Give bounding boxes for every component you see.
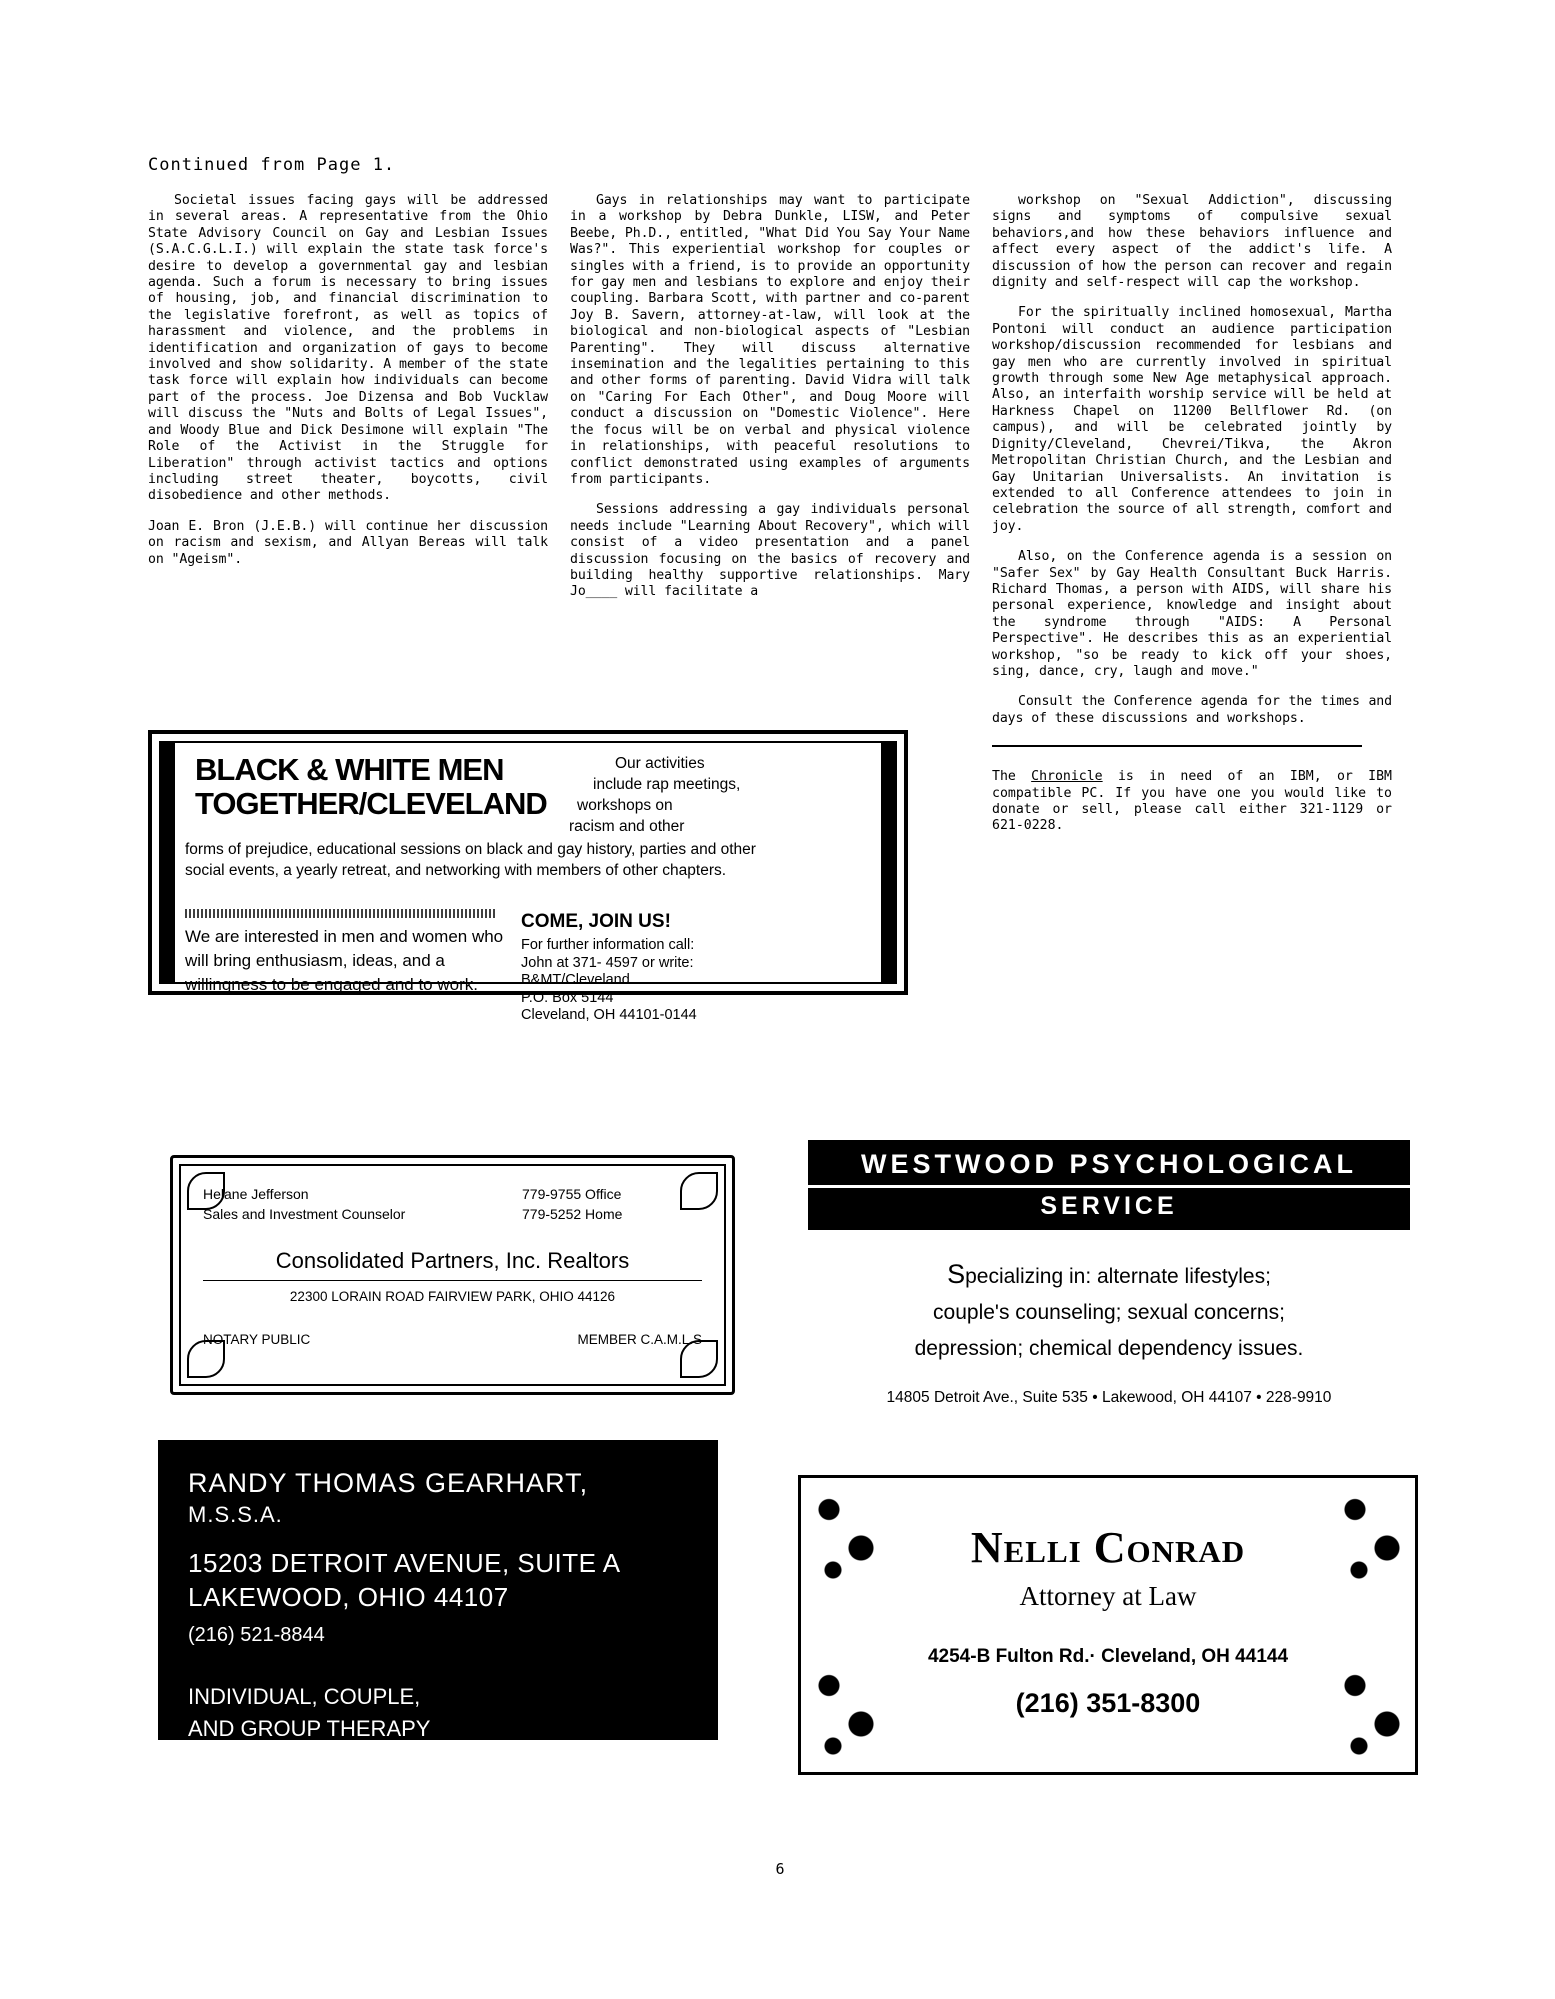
ad-black-and-white-men-together <box>148 730 908 1023</box>
paragraph: For the spiritually inclined homosexual, Martha Pontoni will conduct an audience participation workshop/discussion recommended for lesbians and gay men who are currently involved in spiritual growth through some New Age metaphysical approach. Also, an interfaith worship service will be held at Harkness Chapel on 11200 Bellflower Rd. (on campus), and will be celebrated jointly by Dignity/Cleveland, Chevrei/Tikva, the Akron Metropolitan Christian Church, and the Lesbian and Gay Unitarian Universalists. An invitation is extended to all Conference attendees to join in celebration the source of all strength, comfort and joy. <box>992 305 1392 534</box>
paragraph: Consult the Conference agenda for the times and days of these discussions and workshops. <box>992 694 1392 726</box>
ad-title-line-1: BLACK & WHITE MEN <box>195 752 504 787</box>
notice-before: The <box>992 769 1032 785</box>
chronicle-title: Chronicle <box>1031 769 1103 785</box>
ad-body-text: forms of prejudice, educational sessions on black and gay history, parties and other social events, a yearly retreat, and networking with members of other chapters. <box>185 841 756 879</box>
ad-inner-frame <box>159 741 897 1023</box>
ad-randy-thomas-gearhart <box>158 1440 718 1740</box>
service-line-3: depression; chemical dependency issues. <box>914 1337 1304 1360</box>
company-name: Consolidated Partners, Inc. Realtors <box>203 1248 702 1281</box>
notice-after: is in need of an IBM, or IBM compatible PC. If you have one you would like to donate or sell, please call either 321-1129 or 621-0228. <box>992 769 1392 834</box>
contact-line-5: Cleveland, OH 44101-0144 <box>521 1007 697 1023</box>
notary-label: NOTARY PUBLIC <box>203 1332 311 1347</box>
member-label: MEMBER C.A.M.L.S <box>577 1332 702 1347</box>
paragraph: Joan E. Bron (J.E.B.) will continue her discussion on racism and sexism, and Allyan Bereas will talk on "Ageism". <box>148 518 548 567</box>
paragraph: Societal issues facing gays will be addressed in several areas. A representative from the Ohio State Advisory Council on Gay and Lesbian Issues (S.A.C.G.L.I.) will explain the state task force's desire to develop a governmental gay and lesbian agenda. Such a forum is necessary to bring issues of housing, job, and financial discrimination to the legislative forefront, as well as topics of harassment and violence, and the problems in identification and organization of gays to become involved and show solidarity. A member of the state task force will explain how individuals can become part of the process. Joe Dizensa and Bob Vucklaw will discuss the "Nuts and Bolts of Legal Issues", and Woody Blue and Dick Desimone will explain "The Role of the Activist in the Struggle for Liberation" through activist tactics and options including street theater, boycotts, civil disobedience and other methods. <box>148 193 548 504</box>
decorative-bar-left <box>161 743 175 982</box>
column-2 <box>570 193 970 615</box>
ad-title <box>195 753 575 821</box>
therapist-name: RANDY THOMAS GEARHART, <box>188 1468 589 1498</box>
paragraph: Gays in relationships may want to participate in a workshop by Debra Dunkle, LISW, and Peter Beebe, Ph.D., entitled, "What Did You Say Your Name Was?". This experiential workshop for couples or singles with a friend, is to provide an opportunity for gay men and lesbians to explore and enjoy their coupling. Barbara Scott, with partner and co-parent Joy B. Savern, attorney-at-law, will look at the biological and non-biological aspects of "Lesbian Parenting". They will discuss alternative insemination and the legalities pertaining to this and other forms of parenting. David Vidra will talk on "Caring For Each Other", and Doug Moore will conduct a discussion on "Domestic Violence". Here the focus will be on verbal and physical violence in relationships, with peaceful resolutions to conflict demonstrated using examples of arguments from participants. <box>570 193 970 487</box>
contact-line-4: P.O. Box 5144 <box>521 989 614 1006</box>
agent-info <box>203 1184 503 1224</box>
continued-note: Continued from Page 1. <box>148 155 396 175</box>
column-1 <box>148 193 548 582</box>
floral-ornament-icon <box>805 1482 885 1592</box>
company-credentials <box>203 1332 702 1347</box>
paragraph: Also, on the Conference agenda is a session on "Safer Sex" by Gay Health Consultant Buck Harris. Richard Thomas, a person with AIDS, will share his personal experience, knowledge and insight about the syndrome through "AIDS: A Personal Perspective". He describes this as an experiential workshop, "so be ready to kick off your shoes, sing, dance, cry, laugh and move." <box>992 549 1392 679</box>
agent-role: Sales and Investment Counselor <box>203 1206 406 1222</box>
service-line-1 <box>808 1256 1410 1295</box>
therapist-credentials: M.S.S.A. <box>188 1502 283 1527</box>
contact-line-2: John at 371- 4597 or write: <box>521 954 694 971</box>
address-line-2: LAKEWOOD, OHIO 44107 <box>188 1582 509 1612</box>
phone-office: 779-9755 Office <box>522 1186 622 1202</box>
attorney-name: Nelli Conrad <box>970 1523 1246 1572</box>
attorney-phone: (216) 351-8300 <box>1015 1688 1201 1718</box>
company-address: 22300 LORAIN ROAD FAIRVIEW PARK, OHIO 44126 <box>289 1289 616 1304</box>
ad-activities-callout <box>569 753 789 837</box>
column-3 <box>992 193 1392 835</box>
services-line-1: INDIVIDUAL, COUPLE, <box>188 1684 421 1709</box>
attorney-address: 4254-B Fulton Rd.· Cleveland, OH 44144 <box>927 1646 1289 1667</box>
service-line-2: couple's counseling; sexual concerns; <box>933 1301 1285 1324</box>
contact-line-1: For further information call: <box>521 937 695 953</box>
paragraph: workshop on "Sexual Addiction", discussing signs and symptoms of compulsive sexual behaviors,and how these behaviors influence and affect every aspect of the addict's life. A discussion of how the person can recover and regain dignity and self-respect will cap the workshop. <box>992 193 1392 291</box>
services-line-2: AND GROUP THERAPY <box>188 1716 431 1741</box>
floral-ornament-icon <box>805 1658 885 1768</box>
ad-address: 14805 Detroit Ave., Suite 535 • Lakewood, OH 44107 • 228-9910 <box>886 1389 1332 1406</box>
services-offered <box>188 1681 688 1745</box>
ad-contact-block <box>521 937 697 1025</box>
service-line-1-text: pecializing in: alternate lifestyles; <box>965 1265 1271 1288</box>
activities-line-4: racism and other <box>569 818 685 835</box>
activities-line-1: Our activities <box>615 755 705 772</box>
chronicle-notice <box>992 769 1392 835</box>
activities-line-2: include rap meetings, <box>593 776 741 793</box>
decorative-bar-right <box>881 743 895 982</box>
agent-row <box>203 1184 702 1224</box>
activities-line-3: workshops on <box>577 797 673 814</box>
divider <box>992 745 1362 747</box>
ad-title-line-2: TOGETHER/CLEVELAND <box>195 786 547 821</box>
floral-ornament-icon <box>1331 1658 1411 1768</box>
ad-services <box>808 1256 1410 1367</box>
phone-home: 779-5252 Home <box>522 1206 623 1222</box>
agent-phones <box>522 1184 702 1224</box>
page-number: 6 <box>148 1858 1412 1880</box>
address-line-1: 15203 DETROIT AVENUE, SUITE A <box>188 1548 621 1578</box>
attorney-title: Attorney at Law <box>1019 1581 1197 1611</box>
drop-cap: S <box>947 1259 966 1289</box>
ad-westwood-psychological <box>808 1140 1410 1440</box>
decorative-rule <box>185 909 495 918</box>
ad-invitation-text: We are interested in men and women who will bring enthusiasm, ideas, and a willingness to be engaged and to work. <box>185 927 504 994</box>
ad-banner-line-2: SERVICE <box>808 1188 1410 1230</box>
ad-banner-line-1: WESTWOOD PSYCHOLOGICAL <box>808 1140 1410 1185</box>
contact-line-3: B&MT/Cleveland <box>521 972 630 988</box>
ad-consolidated-partners <box>170 1155 735 1395</box>
ad-call-to-action: COME, JOIN US! <box>521 911 671 932</box>
therapist-phone: (216) 521-8844 <box>188 1624 325 1646</box>
ad-content <box>203 1184 702 1366</box>
paragraph: Sessions addressing a gay individuals personal needs include "Learning About Recovery", which will consist of a video presentation and a panel discussion focusing on the basics of recovery and building healthy supportive relationships. Mary Jo____ will facilitate a <box>570 502 970 600</box>
floral-ornament-icon <box>1331 1482 1411 1592</box>
ad-nelli-conrad <box>798 1475 1418 1775</box>
page-content <box>148 155 1412 1741</box>
agent-name: Helane Jefferson <box>203 1186 309 1202</box>
